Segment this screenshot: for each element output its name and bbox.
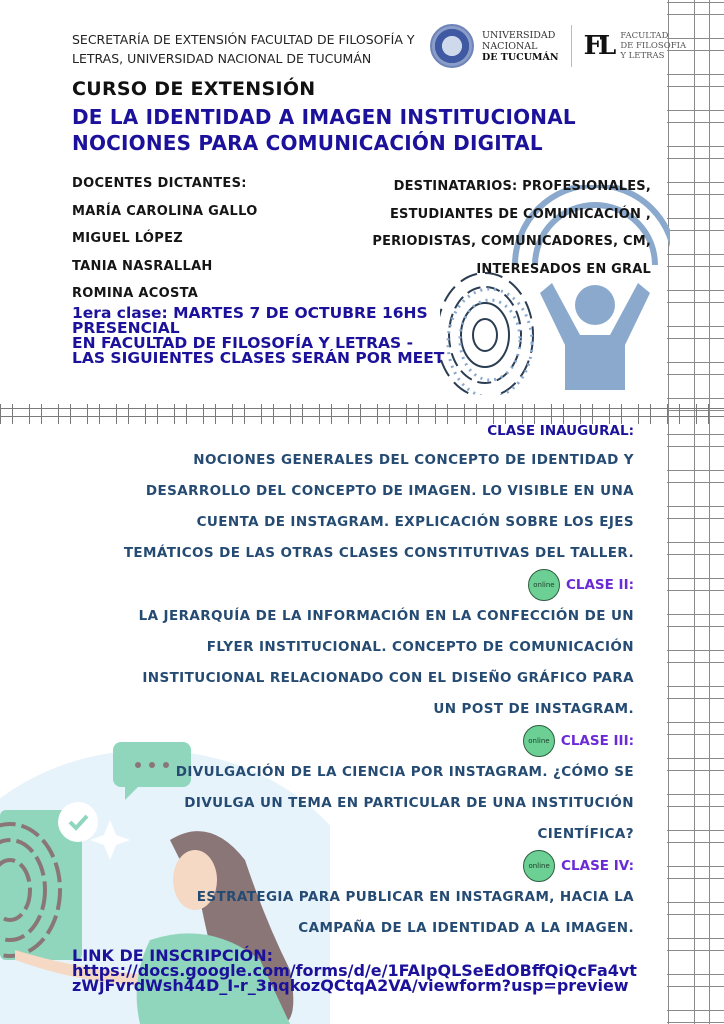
docente-name: MIGUEL LÓPEZ (72, 231, 183, 246)
class-description: ESTRATEGIA PARA PUBLICAR EN INSTAGRAM, HACIA LA CAMPAÑA DE LA IDENTIDAD A LA IMAGEN. (196, 889, 634, 936)
class-description: DIVULGACIÓN DE LA CIENCIA POR INSTAGRAM. ¿CÓMO SE DIVULGA UN TEMA EN PARTICULAR DE UNA INSTITUCIÓN CIENTÍFICA? (175, 764, 634, 842)
online-badge-icon: online (528, 569, 560, 601)
docentes-heading: DOCENTES DICTANTES: (72, 176, 247, 191)
inscription-label: LINK DE INSCRIPCIÓN: (72, 946, 273, 965)
class-item-2 (74, 569, 634, 725)
unt-seal-icon (430, 24, 474, 68)
unt-logo-text: UNIVERSIDAD NACIONAL DE TUCUMÁN (482, 29, 559, 63)
course-kicker: CURSO DE EXTENSIÓN (72, 78, 316, 100)
docentes-block (72, 170, 258, 308)
class-title: CLASE II: (565, 576, 634, 593)
docente-name: TANIA NASRALLAH (72, 258, 213, 274)
course-title: DE LA IDENTIDAD A IMAGEN INSTITUCIONAL NOCIONES PARA COMUNICACIÓN DIGITAL (72, 105, 576, 155)
class-title: CLASE III: (560, 732, 634, 749)
class-title: CLASE INAUGURAL: (487, 423, 634, 439)
logo-divider (571, 25, 572, 67)
docente-name: ROMINA ACOSTA (72, 286, 199, 301)
online-badge-icon: online (523, 850, 555, 882)
ffyl-logo-text: FACULTAD DE FILOSOFIA Y LETRAS (620, 31, 687, 61)
docente-name: MARÍA CAROLINA GALLO (72, 203, 258, 219)
secretaria-header: SECRETARÍA DE EXTENSIÓN FACULTAD DE FILOSOFÍA Y LETRAS, UNIVERSIDAD NACIONAL DE TUCUMÁN (72, 32, 415, 66)
ffyl-logo-icon: FL (583, 31, 613, 61)
destinatarios-block: DESTINATARIOS: PROFESIONALES, ESTUDIANTES DE COMUNICACIÓN , PERIODISTAS, COMUNICADORES, CM, INTERESADOS EN GRAL (372, 179, 651, 277)
online-badge-icon: online (523, 725, 555, 757)
class-item-3 (74, 725, 634, 850)
class-item-inaugural (74, 418, 634, 569)
institution-logos (430, 22, 686, 70)
class-title: CLASE IV: (561, 857, 634, 874)
class-description: NOCIONES GENERALES DEL CONCEPTO DE IDENTIDAD Y DESARROLLO DEL CONCEPTO DE IMAGEN. LO VISIBLE EN UNA CUENTA DE INSTAGRAM. EXPLICACIÓN SOBRE LOS EJES TEMÁTICOS DE LAS OTRAS CLASES CONSTITUTIVAS DEL TALLER. (123, 452, 634, 561)
class-description: LA JERARQUÍA DE LA INFORMACIÓN EN LA CONFECCIÓN DE UN FLYER INSTITUCIONAL. CONCEPTO DE COMUNICACIÓN INSTITUCIONAL RELACIONADO CON EL DISEÑO GRÁFICO PARA UN POST DE INSTAGRAM. (138, 608, 634, 717)
inscription-block (72, 948, 637, 993)
inscription-link[interactable]: https://docs.google.com/forms/d/e/1FAIpQLSeEdOBffQiQcFa4vt zWjFvrdWsh44D_I-r_3nqkozQCtqA2VA/viewform?usp=preview (72, 961, 637, 995)
classes-list (74, 418, 634, 944)
first-class-info: 1era clase: MARTES 7 DE OCTUBRE 16HS PRESENCIAL EN FACULTAD DE FILOSOFÍA Y LETRAS - LAS SIGUIENTES CLASES SERÁN POR MEET (72, 304, 445, 367)
class-item-4 (74, 850, 634, 944)
